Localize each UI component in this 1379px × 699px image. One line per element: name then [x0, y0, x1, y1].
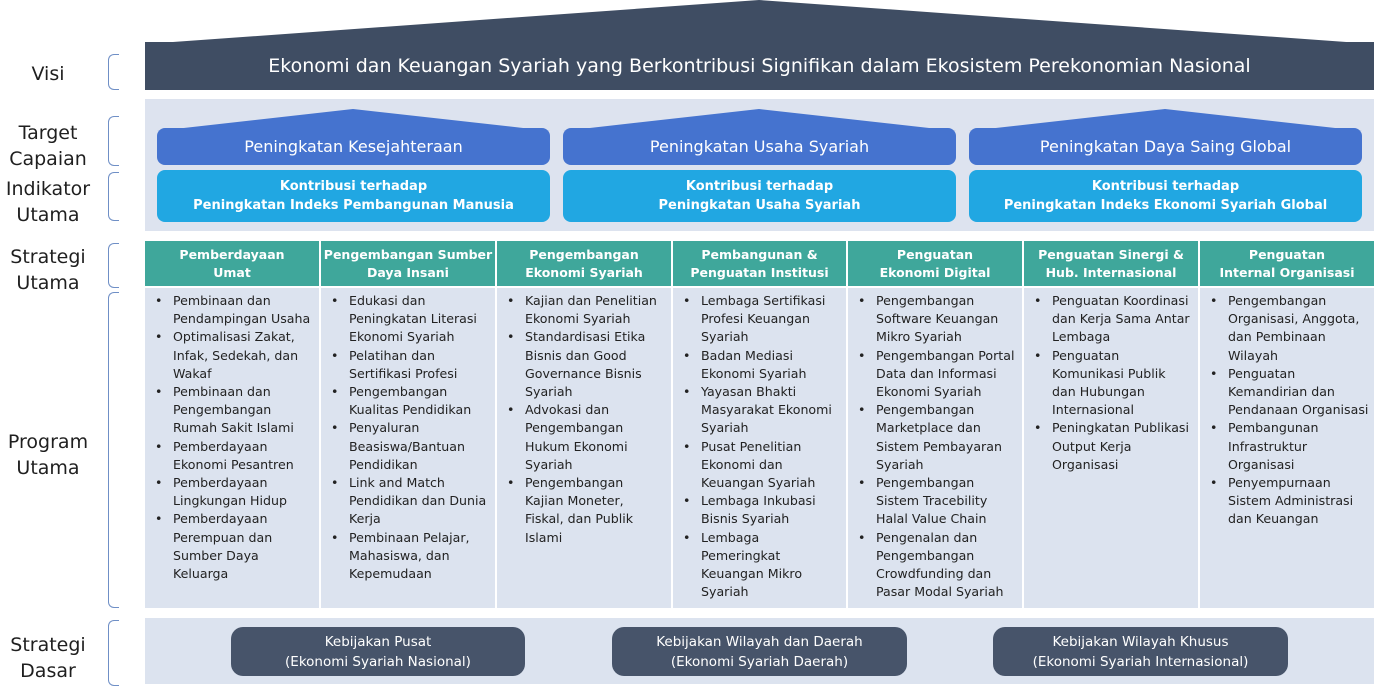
program-item: [673, 383, 842, 438]
strategy-7-line1: Penguatan: [1248, 246, 1326, 262]
program-item-line: Infrastruktur: [1228, 438, 1308, 454]
bracket-strategi: [108, 243, 119, 288]
indicator-box-1: [157, 170, 550, 222]
strategy-4-line1: Pembangunan &: [701, 246, 818, 262]
program-item-line: Pengembangan: [525, 420, 624, 436]
program-item-line: Syariah: [876, 456, 924, 472]
program-item-line: • Pengembangan: [876, 402, 975, 418]
indicator-box-3: [969, 170, 1362, 222]
program-item-line: Syariah: [701, 420, 749, 436]
program-item-line: Mahasiswa, dan: [349, 547, 450, 563]
program-item-line: Komunikasi Publik: [1052, 365, 1166, 381]
program-item-line: Ekonomi Syariah: [876, 384, 982, 400]
program-item: [321, 347, 491, 383]
program-item-line: Pengembangan: [173, 402, 272, 418]
program-column-6: [1024, 288, 1198, 608]
program-item: [673, 438, 842, 493]
program-item-line: Organisasi: [1052, 456, 1119, 472]
program-item: [1200, 474, 1370, 529]
policy-2-line1: Kebijakan Wilayah dan Daerah: [656, 633, 863, 650]
program-item: [848, 347, 1018, 402]
program-item: [497, 474, 667, 547]
program-item-line: Fiskal, dan Publik: [525, 511, 634, 527]
indicator-2-line1: Kontribusi terhadap: [685, 179, 834, 194]
program-item-line: Governance Bisnis: [525, 365, 642, 381]
program-item-line: Sistem Tracebility: [876, 493, 988, 509]
label-strategi-utama: [0, 244, 96, 296]
program-item-line: Pendampingan Usaha: [173, 311, 311, 327]
program-column-7: [1200, 288, 1374, 608]
program-item-line: Keuangan Mikro: [701, 566, 803, 582]
label-target-line1: Target: [18, 122, 78, 144]
program-item-line: • Pembinaan dan: [173, 293, 271, 308]
program-item: [1200, 365, 1370, 420]
program-item-line: • Pelatihan dan: [349, 347, 435, 363]
visi-text: Ekonomi dan Keuangan Syariah yang Berkontribusi Signifikan dalam Ekosistem Perekonomian Nasional: [268, 55, 1251, 77]
program-item-line: Masyarakat Ekonomi: [701, 402, 832, 418]
program-item-line: • Badan Mediasi: [701, 347, 793, 363]
program-item-line: dan Kerja Sama Antar: [1052, 311, 1190, 327]
bracket-indikator: [108, 172, 119, 221]
program-item-line: • Pembinaan Pelajar,: [349, 529, 470, 545]
program-item: [1200, 292, 1370, 365]
program-list-1: [145, 288, 319, 583]
program-item-line: • Kajian dan Penelitian: [525, 293, 657, 308]
program-column-1: [145, 288, 319, 608]
bracket-visi: [108, 54, 119, 90]
program-item-line: • Pemberdayaan: [173, 511, 268, 527]
label-dasar-line2: Dasar: [20, 660, 76, 682]
target-text-2: Peningkatan Usaha Syariah: [649, 137, 870, 156]
program-item-line: Peningkatan Literasi: [349, 311, 477, 327]
bracket-target: [108, 116, 119, 166]
label-indikator-line1: Indikator: [5, 178, 91, 200]
indicator-2-line2: Peningkatan Usaha Syariah: [658, 198, 861, 213]
label-program-line1: Program: [7, 431, 89, 453]
strategy-header-7: [1200, 241, 1374, 286]
label-indikator: [0, 176, 96, 228]
program-list-3: [497, 288, 671, 547]
program-item-line: Beasiswa/Bantuan: [349, 438, 465, 454]
program-item-line: • Pengembangan: [525, 475, 624, 491]
program-item-line: Organisasi: [1228, 456, 1295, 472]
program-item-line: • Lembaga: [701, 529, 760, 545]
label-visi-text: Visi: [31, 63, 65, 85]
program-item-line: Wakaf: [173, 365, 212, 381]
indicator-1-line2: Peningkatan Indeks Pembangunan Manusia: [193, 198, 514, 213]
strategy-header-6: [1024, 241, 1198, 286]
program-item-line: Syariah: [701, 329, 749, 345]
strategy-3-line1: Pengembangan: [529, 246, 639, 262]
program-item: [848, 529, 1018, 602]
target-text-1: Peningkatan Kesejahteraan: [244, 137, 463, 156]
bracket-program: [108, 292, 119, 608]
program-item-line: • Pemberdayaan: [173, 438, 268, 454]
strategy-header-4: [673, 241, 846, 286]
strategy-5-line2: Ekonomi Digital: [879, 264, 991, 280]
strategy-7-line2: Internal Organisasi: [1219, 264, 1355, 280]
target-box-2: [563, 128, 956, 165]
program-item-line: dan Pembinaan: [1228, 329, 1326, 345]
program-item: [1024, 347, 1194, 420]
program-item-line: Lingkungan Hidup: [173, 493, 287, 509]
program-item-line: Kerja: [349, 511, 381, 527]
program-item-line: Pendidikan dan Dunia: [349, 493, 487, 509]
policy-box-1: [231, 627, 525, 676]
program-item: [321, 474, 491, 529]
program-column-4: [673, 288, 846, 608]
indicator-3-line2: Peningkatan Indeks Ekonomi Syariah Global: [1003, 198, 1328, 213]
program-item: [145, 328, 315, 383]
program-item-line: dan Keuangan: [1228, 511, 1319, 527]
program-item-line: Lembaga: [1052, 329, 1111, 345]
program-item-line: Keuangan Syariah: [701, 475, 816, 491]
label-program-line2: Utama: [16, 457, 80, 479]
strategy-header-1: [145, 241, 319, 286]
program-item-line: Bisnis dan Good: [525, 347, 627, 363]
program-item-line: Rumah Sakit Islami: [173, 420, 294, 436]
program-item: [673, 347, 842, 383]
program-item-line: • Pengembangan: [1228, 293, 1327, 308]
program-item-line: Mikro Syariah: [876, 329, 962, 345]
program-item-line: • Standardisasi Etika: [525, 329, 646, 345]
label-program: [0, 429, 96, 481]
program-item: [145, 474, 315, 510]
program-item-line: • Pembinaan dan: [173, 384, 271, 400]
program-item-line: Kemandirian dan: [1228, 384, 1335, 400]
program-item-line: Crowdfunding dan: [876, 566, 992, 582]
program-item: [848, 401, 1018, 474]
program-item-line: • Peningkatan Publikasi: [1052, 420, 1189, 436]
label-target: [0, 120, 96, 172]
program-item: [321, 419, 491, 474]
visi-band: [145, 42, 1374, 90]
program-item-line: Syariah: [701, 584, 749, 600]
program-item-line: Pasar Modal Syariah: [876, 584, 1004, 600]
program-item-line: Sistem Administrasi: [1228, 493, 1354, 509]
strategy-6-line2: Hub. Internasional: [1045, 264, 1177, 280]
program-item-line: • Pengembangan: [349, 384, 448, 400]
program-item-line: Pemeringkat: [701, 547, 781, 563]
program-list-2: [321, 288, 495, 583]
bracket-dasar: [108, 620, 119, 686]
program-item-line: Ekonomi Syariah: [701, 365, 807, 381]
label-strategi-line1: Strategi: [10, 246, 86, 268]
program-item: [321, 383, 491, 419]
strategy-5-line1: Penguatan: [896, 246, 974, 262]
program-item-line: Ekonomi dan: [701, 456, 783, 472]
program-item-line: Software Keuangan: [876, 311, 999, 327]
strategy-1-line1: Pemberdayaan: [179, 246, 285, 262]
program-item-line: • Lembaga Inkubasi: [701, 493, 816, 509]
program-item-line: Perempuan dan: [173, 529, 273, 545]
program-item-line: • Pengembangan: [876, 293, 975, 308]
indicator-1-line1: Kontribusi terhadap: [279, 179, 428, 194]
program-item: [848, 474, 1018, 529]
program-item-line: Sistem Pembayaran: [876, 438, 1002, 454]
policy-box-2: [612, 627, 907, 676]
program-list-4: [673, 288, 846, 601]
program-item: [497, 328, 667, 401]
strategy-header-2: [321, 241, 495, 286]
label-strategi-dasar: [0, 632, 96, 684]
program-item-line: • Penguatan: [1228, 365, 1296, 381]
policy-box-3: [993, 627, 1288, 676]
strategy-header-5: [848, 241, 1022, 286]
program-item-line: • Pembangunan: [1228, 420, 1319, 436]
program-item: [145, 292, 315, 328]
program-item-line: Pendidikan: [349, 456, 418, 472]
strategy-2-line1: Pengembangan Sumber: [323, 246, 493, 262]
program-item: [497, 292, 667, 328]
program-item: [145, 510, 315, 583]
program-item-line: Bisnis Syariah: [701, 511, 790, 527]
program-item: [1024, 292, 1194, 347]
program-item-line: Halal Value Chain: [876, 511, 987, 527]
label-strategi-line2: Utama: [16, 272, 80, 294]
program-item-line: • Pengembangan Portal: [876, 347, 1015, 363]
program-item-line: Pengembangan: [876, 547, 975, 563]
program-item-line: Profesi Keuangan: [701, 311, 810, 327]
program-item: [497, 401, 667, 474]
program-item-line: Kualitas Pendidikan: [349, 402, 472, 418]
program-item-line: • Advokasi dan: [525, 402, 610, 418]
program-item-line: Hukum Ekonomi: [525, 438, 628, 454]
program-column-3: [497, 288, 671, 608]
strategy-4-line2: Penguatan Institusi: [690, 264, 829, 280]
program-item-line: • Pusat Penelitian: [701, 438, 802, 454]
label-visi: [0, 61, 96, 87]
program-item-line: Sertifikasi Profesi: [349, 365, 458, 381]
program-item-line: Wilayah: [1228, 347, 1279, 363]
program-item-line: Ekonomi Pesantren: [173, 456, 294, 472]
program-item-line: Data dan Informasi: [876, 365, 997, 381]
program-item-line: Infak, Sedekah, dan: [173, 347, 299, 363]
program-item-line: • Pengembangan: [876, 475, 975, 491]
program-column-2: [321, 288, 495, 608]
target-box-1: [157, 128, 550, 165]
program-item-line: • Yayasan Bhakti: [701, 384, 797, 400]
policy-3-line2: (Ekonomi Syariah Internasional): [1032, 653, 1249, 670]
roof-shape: [145, 0, 1374, 44]
program-item: [673, 492, 842, 528]
strategy-2-line2: Daya Insani: [367, 264, 449, 280]
program-item-line: • Optimalisasi Zakat,: [173, 329, 295, 345]
program-item-line: Ekonomi Syariah: [349, 329, 455, 345]
program-item-line: Pendanaan Organisasi: [1228, 402, 1369, 418]
program-item-line: Syariah: [525, 384, 573, 400]
policy-3-line1: Kebijakan Wilayah Khusus: [1052, 633, 1229, 650]
program-item-line: Syariah: [525, 456, 573, 472]
policy-1-line2: (Ekonomi Syariah Nasional): [285, 653, 471, 670]
strategy-3-line2: Ekonomi Syariah: [525, 264, 643, 280]
program-item-line: Sumber Daya: [173, 547, 259, 563]
program-item-line: • Edukasi dan: [349, 293, 426, 308]
program-list-7: [1200, 288, 1374, 529]
program-item-line: • Pemberdayaan: [173, 475, 268, 491]
label-indikator-line2: Utama: [16, 204, 80, 226]
indicator-3-line1: Kontribusi terhadap: [1091, 179, 1240, 194]
program-item-line: • Penguatan: [1052, 347, 1120, 363]
program-item-line: • Lembaga Sertifikasi: [701, 293, 826, 308]
strategy-header-3: [497, 241, 671, 286]
program-item: [1024, 419, 1194, 474]
program-item: [321, 292, 491, 347]
program-item-line: Organisasi, Anggota,: [1228, 311, 1360, 327]
program-item-line: Output Kerja: [1052, 438, 1132, 454]
program-item: [145, 383, 315, 438]
program-item-line: Kepemudaan: [349, 566, 432, 582]
target-text-3: Peningkatan Daya Saing Global: [1039, 137, 1292, 156]
program-item-line: • Penguatan Koordinasi: [1052, 293, 1189, 308]
program-item: [1200, 419, 1370, 474]
strategy-6-line1: Penguatan Sinergi &: [1038, 246, 1184, 262]
program-item-line: • Link and Match: [349, 475, 445, 491]
program-item: [848, 292, 1018, 347]
label-target-line2: Capaian: [9, 148, 87, 170]
program-item-line: Kajian Moneter,: [525, 493, 624, 509]
program-item-line: • Penyaluran: [349, 420, 420, 436]
program-item: [321, 529, 491, 584]
program-list-5: [848, 288, 1022, 601]
program-list-6: [1024, 288, 1198, 474]
program-item: [145, 438, 315, 474]
program-item-line: Marketplace dan: [876, 420, 981, 436]
program-column-5: [848, 288, 1022, 608]
label-dasar-line1: Strategi: [10, 634, 86, 656]
program-item: [673, 529, 842, 602]
target-box-3: [969, 128, 1362, 165]
program-item-line: • Penyempurnaan: [1228, 475, 1331, 491]
program-item: [673, 292, 842, 347]
program-item-line: Internasional: [1052, 402, 1135, 418]
strategy-1-line2: Umat: [213, 264, 251, 280]
program-item-line: • Pengenalan dan: [876, 529, 978, 545]
program-item-line: dan Hubungan: [1052, 384, 1145, 400]
program-item-line: Islami: [525, 529, 563, 545]
policy-2-line2: (Ekonomi Syariah Daerah): [670, 653, 849, 670]
indicator-box-2: [563, 170, 956, 222]
program-item-line: Ekonomi Syariah: [525, 311, 631, 327]
program-item-line: Keluarga: [173, 566, 229, 582]
policy-1-line1: Kebijakan Pusat: [324, 633, 432, 650]
